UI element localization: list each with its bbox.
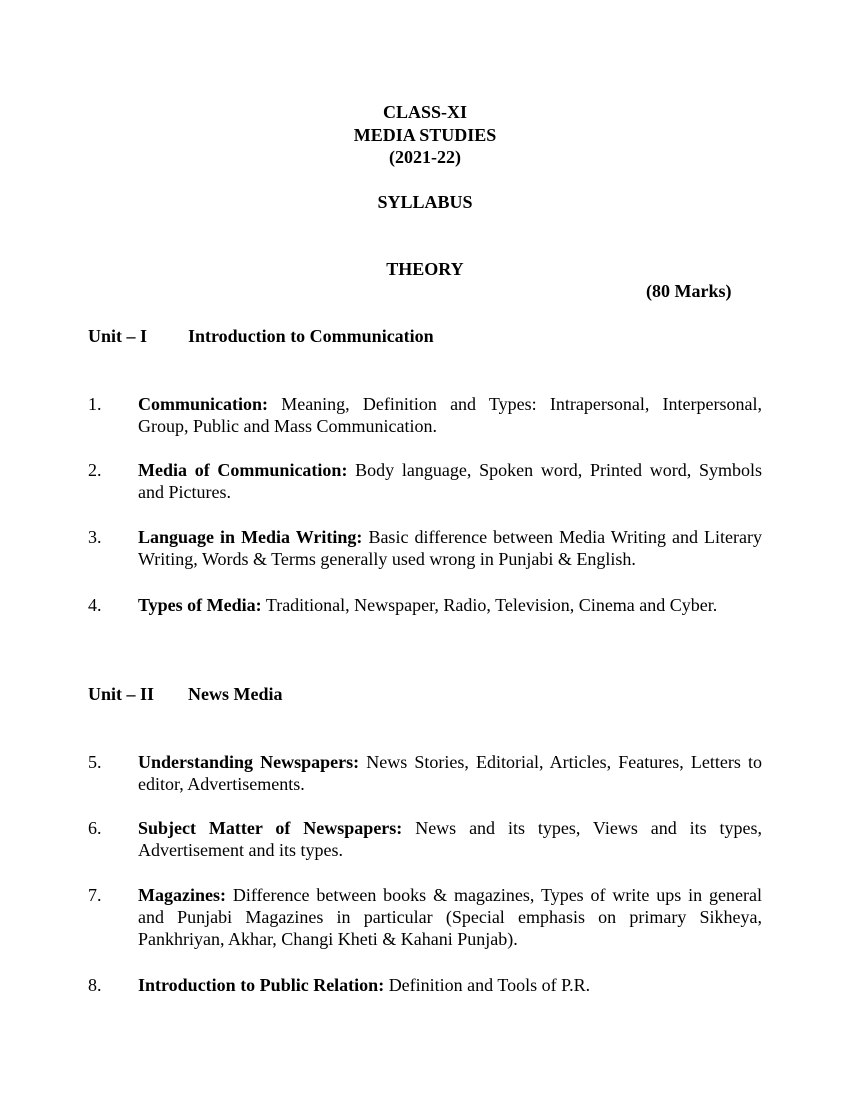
item-number: 4. — [88, 595, 102, 615]
item-heading: Types of Media: — [138, 595, 262, 615]
item-text: Basic difference between Media Writing and Literary Writing, Words & Terms generally used wrong in Punjabi & English. — [138, 527, 763, 569]
subject-title: MEDIA STUDIES — [353, 125, 497, 145]
item-body — [138, 884, 762, 950]
item-heading: Communication: — [138, 394, 268, 414]
syllabus-item — [88, 459, 762, 503]
unit-label: Unit – I — [88, 326, 148, 346]
item-text: Definition and Tools of P.R. — [384, 975, 591, 995]
unit-2-heading — [88, 683, 283, 705]
item-body — [138, 751, 762, 795]
syllabus-item — [88, 393, 762, 437]
unit-title: Introduction to Communication — [188, 326, 434, 346]
theory-title: THEORY — [386, 259, 464, 279]
item-number: 6. — [88, 818, 102, 838]
syllabus-item — [88, 884, 762, 950]
syllabus-title: SYLLABUS — [377, 192, 473, 212]
item-number: 2. — [88, 460, 102, 480]
item-body — [138, 393, 762, 437]
item-number: 7. — [88, 885, 102, 905]
item-number: 5. — [88, 752, 102, 772]
item-heading: Subject Matter of Newspapers: — [138, 818, 403, 838]
item-number: 3. — [88, 527, 102, 547]
unit-1-heading — [88, 325, 434, 347]
item-body — [138, 459, 762, 503]
total-marks: (80 Marks) — [646, 281, 732, 301]
syllabus-item — [88, 974, 762, 996]
syllabus-item — [88, 526, 762, 570]
item-heading: Introduction to Public Relation: — [138, 975, 385, 995]
unit-label: Unit – II — [88, 684, 155, 704]
unit-title: News Media — [188, 684, 283, 704]
item-text: Meaning, Definition and Types: Intrapersonal, Interpersonal, Group, Public and Mass Communication. — [138, 394, 762, 436]
item-body — [138, 526, 762, 570]
item-text: News and its types, Views and its types, Advertisement and its types. — [138, 818, 762, 860]
item-text: Traditional, Newspaper, Radio, Television, Cinema and Cyber. — [261, 595, 718, 615]
syllabus-item — [88, 594, 762, 616]
item-text: Difference between books & magazines, Types of write ups in general and Punjabi Magazines in particular (Special emphasis on primary Sikheya, Pankhriyan, Akhar, Changi Kheti & Kahani Punjab). — [138, 885, 762, 949]
session-title: (2021-22) — [389, 147, 461, 167]
item-body — [138, 817, 762, 861]
item-text: News Stories, Editorial, Articles, Features, Letters to editor, Advertisements. — [138, 752, 762, 794]
item-number: 8. — [88, 975, 102, 995]
item-heading: Magazines: — [138, 885, 226, 905]
item-heading: Understanding Newspapers: — [138, 752, 360, 772]
item-text: Body language, Spoken word, Printed word, Symbols and Pictures. — [138, 460, 762, 502]
item-body — [138, 974, 762, 996]
class-title: CLASS-XI — [382, 102, 468, 122]
item-heading: Language in Media Writing: — [138, 527, 363, 547]
item-heading: Media of Communication: — [138, 460, 348, 480]
syllabus-item — [88, 817, 762, 861]
syllabus-item — [88, 751, 762, 795]
item-number: 1. — [88, 394, 102, 414]
item-body — [138, 594, 762, 616]
